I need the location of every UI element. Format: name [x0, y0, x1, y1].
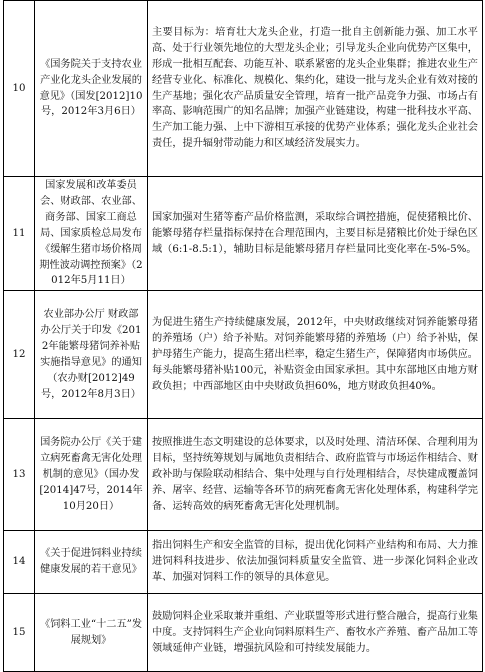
table-row: [4, 531, 483, 594]
policy-document: 国务院办公厅《关于建立病死畜禽无害化处理机制的意见》（国办发[2014]47号，2014年10月20日）: [35, 419, 148, 531]
row-number: 11: [4, 177, 35, 291]
table-row: [4, 291, 483, 419]
policy-content: 鼓励饲料企业采取兼并重组、产业联盟等形式进行整合融合，提高行业集中度。支持饲料生产企业向饲料原料生产、畜牧水产养殖、畜产品加工等领域延伸产业链，增强抗风险和可持续发展能力。: [148, 594, 483, 672]
policy-content: 国家加强对生猪等畜产品价格监测，采取综合调控措施，促使猪粮比价、能繁母猪存栏量指标保持在合理范围内，主要目标是猪粮比价处于绿色区域（6:1-8.5:1），辅助目标是能繁母猪月存栏量同比变化率在-5%-5%。: [148, 177, 483, 291]
policy-content: 主要目标为：培育壮大龙头企业，打造一批自主创新能力强、加工水平高、处于行业领先地位的大型龙头企业；引导龙头企业向优势产区集中，形成一批相互配套、功能互补、联系紧密的龙头企业集群；推进农业生产经营专业化、标准化、规模化、集约化，建设一批与龙头企业有效对接的生产基地；强化农产品质量安全管理，培育一批产品竞争力强、市场占有率高、影响范围广的知名品牌；加强产业链建设，构建一批科技水平高、生产加工能力强、上中下游相互承接的优势产业体系；强化龙头企业社会责任，提升辐射带动能力和区域经济发展实力。: [148, 1, 483, 177]
policy-content: 按照推进生态文明建设的总体要求，以及时处理、清洁环保、合理利用为目标，坚持统筹规划与属地负责相结合、政府监管与市场运作相结合、财政补助与保险联动相结合、集中处理与自行处理相结合，尽快建成覆盖饲养、屠宰、经营、运输等各环节的病死畜禽无害化处理体系，构建科学完备、运转高效的病死畜禽无害化处理机制。: [148, 419, 483, 531]
table-row: [4, 177, 483, 291]
policy-document: 《关于促进饲料业持续健康发展的若干意见》: [35, 531, 148, 594]
policy-content: 指出饲料生产和安全监管的目标，提出优化饲料产业结构和布局、大力推进饲料科技进步、依法加强饲料质量安全监管、进一步深化饲料企业改革、加强对饲料工作的领导的具体意见。: [148, 531, 483, 594]
row-number: 12: [4, 291, 35, 419]
table-row: [4, 594, 483, 672]
policy-document: 《饲料工业“十二五”发展规划》: [35, 594, 148, 672]
row-number: 15: [4, 594, 35, 672]
policy-document: 《国务院关于支持农业产业化龙头企业发展的意见》（国发[2012]10号，2012年3月6日）: [35, 1, 148, 177]
row-number: 13: [4, 419, 35, 531]
policy-content: 为促进生猪生产持续健康发展，2012年，中央财政继续对饲养能繁母猪的养殖场（户）给予补贴。对饲养能繁母猪的养殖场（户）给予补贴，保护母猪生产能力，提高生猪出栏率，稳定生猪生产，保障猪肉市场供应。每头能繁母猪补贴100元，补贴资金由国家承担。其中东部地区由地方财政负担；中西部地区由中央财政负担60%，地方财政负担40%。: [148, 291, 483, 419]
row-number: 14: [4, 531, 35, 594]
table-row: [4, 1, 483, 177]
policy-document: 国家发展和改革委员会、财政部、农业部、商务部、国家工商总局、国家质检总局发布《缓解生猪市场价格周期性波动调控预案》（2012年5月11日）: [35, 177, 148, 291]
table-row: [4, 419, 483, 531]
policy-table: [3, 0, 483, 672]
policy-document: 农业部办公厅 财政部办公厅关于印发《2012年能繁母猪饲养补贴实施指导意见》的通知（农办财[2012]49号，2012年8月3日）: [35, 291, 148, 419]
row-number: 10: [4, 1, 35, 177]
